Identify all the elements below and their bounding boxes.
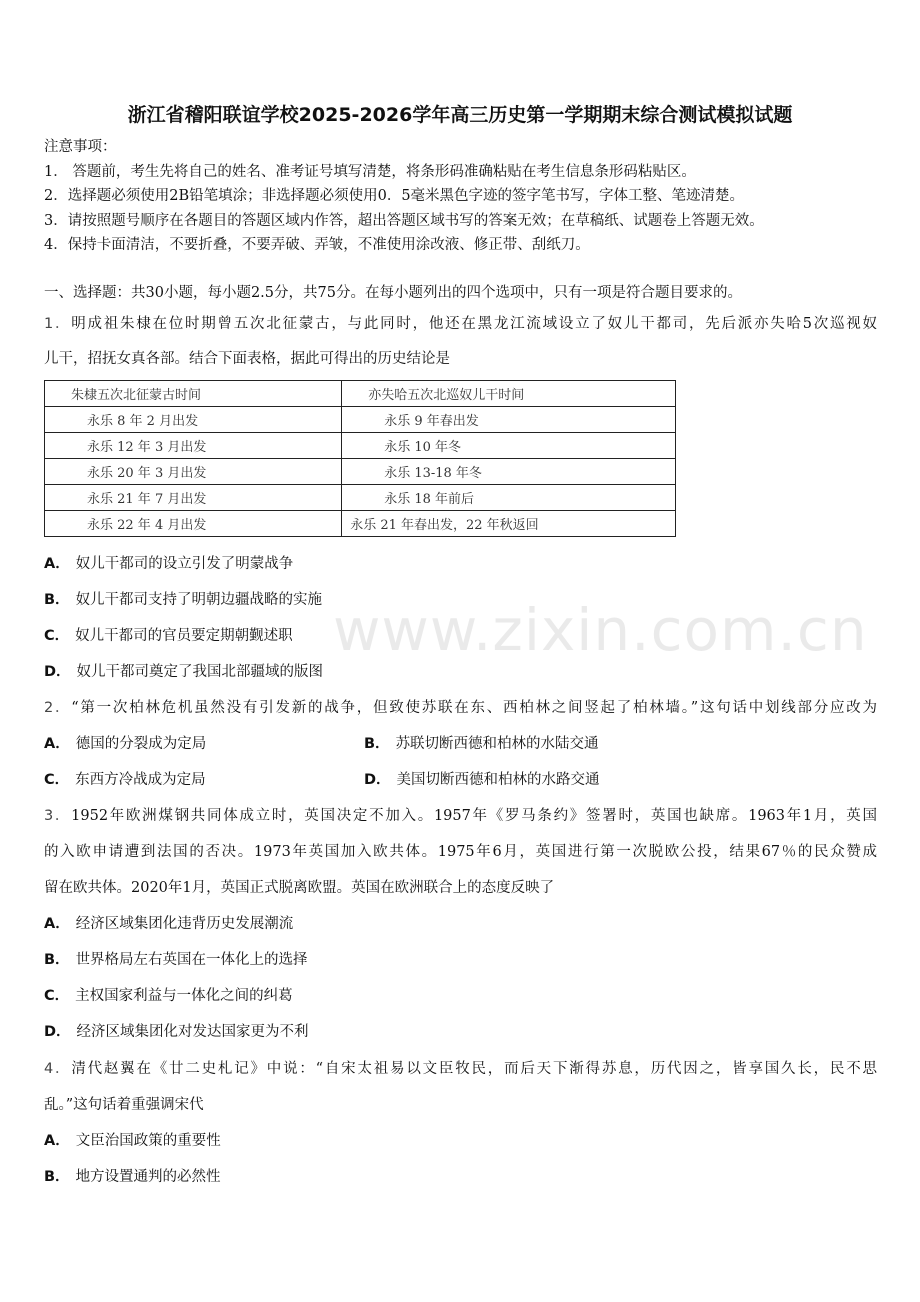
q1-stem-line2: 儿干，招抚女真各部。结合下面表格，据此可得出的历史结论是 <box>44 351 450 367</box>
q2-text: “第一次柏林危机虽然没有引发新的战争，但致使苏联在东、西柏林之间竖起了柏林墙。”这句话中划线部分应改为 <box>71 700 877 716</box>
option-label: B． <box>44 1169 70 1185</box>
option-label: D． <box>44 1024 71 1040</box>
table-row <box>45 511 676 537</box>
q3-number: 3． <box>44 808 72 824</box>
option-label: C． <box>44 988 70 1004</box>
option-text: 经济区域集团化对发达国家更为不利 <box>76 1024 309 1040</box>
q2-option-c <box>44 770 206 790</box>
table-cell: 永乐 13-18 年冬 <box>342 459 676 485</box>
watermark: www.zixin.com.cn <box>333 596 868 664</box>
table-cell: 永乐 9 年春出发 <box>342 407 676 433</box>
q2-number: 2． <box>44 700 72 716</box>
notice-item-4: 4．保持卡面清洁，不要折叠，不要弄破、弄皱，不准使用涂改液、修正带、刮纸刀。 <box>44 237 590 253</box>
option-text: 奴儿干都司的官员要定期朝觐述职 <box>75 628 293 644</box>
q1-table <box>44 380 676 537</box>
q1-text-1: 明成祖朱棣在位时期曾五次北征蒙古，与此同时，他还在黑龙江流域设立了奴儿干都司，先后派亦失哈5次巡视奴 <box>71 316 877 332</box>
option-label: D． <box>364 772 391 788</box>
q3-text-1: 1952年欧洲煤钢共同体成立时，英国决定不加入。1957年《罗马条约》签署时，英国也缺席。1963年1月，英国 <box>71 808 877 824</box>
table-cell: 永乐 21 年春出发，22 年秋返回 <box>342 511 676 537</box>
option-text: 美国切断西德和柏林的水路交通 <box>396 772 600 788</box>
q1-option-b <box>44 590 322 610</box>
notice-item-2: 2．选择题必须使用2B铅笔填涂；非选择题必须使用0．5毫米黑色字迹的签字笔书写，字体工整、笔迹清楚。 <box>44 188 745 204</box>
table-cell: 永乐 12 年 3 月出发 <box>45 433 342 459</box>
option-text: 东西方冷战成为定局 <box>75 772 206 788</box>
notice-item-1: 1． 答题前，考生先将自己的姓名、准考证号填写清楚，将条形码准确粘贴在考生信息条形码粘贴区。 <box>44 164 696 180</box>
table-row <box>45 433 676 459</box>
option-label: A． <box>44 556 70 572</box>
q3-option-b <box>44 950 308 970</box>
table-row <box>45 407 676 433</box>
option-text: 主权国家利益与一体化之间的纠葛 <box>75 988 293 1004</box>
option-text: 德国的分裂成为定局 <box>75 736 207 752</box>
q2-option-d <box>364 770 600 790</box>
section-heading: 一、选择题：共30小题，每小题2.5分，共75分。在每小题列出的四个选项中，只有一项是符合题目要求的。 <box>44 285 742 301</box>
option-text: 文臣治国政策的重要性 <box>75 1133 221 1149</box>
option-text: 地方设置通判的必然性 <box>75 1169 221 1185</box>
notice-item-3: 3．请按照题号顺序在各题目的答题区域内作答，超出答题区域书写的答案无效；在草稿纸、试题卷上答题无效。 <box>44 213 764 229</box>
option-label: C． <box>44 772 70 788</box>
option-text: 奴儿干都司的设立引发了明蒙战争 <box>75 556 294 572</box>
table-row <box>45 485 676 511</box>
option-text: 世界格局左右英国在一体化上的选择 <box>75 952 308 968</box>
notice-heading: 注意事项： <box>44 139 117 155</box>
table-cell: 永乐 8 年 2 月出发 <box>45 407 342 433</box>
q3-stem-line2: 的入欧申请遭到法国的否决。1973年英国加入欧共体。1975年6月，英国进行第一次脱欧公投，结果67％的民众赞成 <box>44 844 877 860</box>
q4-text-1: 清代赵翼在《廿二史札记》中说：“自宋太祖易以文臣牧民，而后天下渐得苏息，历代因之，皆享国久长，民不思 <box>71 1061 877 1077</box>
q4-stem-line1 <box>44 1059 877 1079</box>
option-label: B． <box>44 952 70 968</box>
q4-option-a <box>44 1131 221 1151</box>
option-label: B． <box>364 736 390 752</box>
table-cell: 永乐 20 年 3 月出发 <box>45 459 342 485</box>
q3-option-d <box>44 1022 309 1042</box>
table-cell: 永乐 18 年前后 <box>342 485 676 511</box>
table-header-row <box>45 381 676 407</box>
option-text: 奴儿干都司奠定了我国北部疆域的版图 <box>76 664 324 680</box>
option-label: A． <box>44 916 70 932</box>
q2-stem <box>44 698 877 718</box>
option-label: A． <box>44 736 70 752</box>
q3-option-c <box>44 986 293 1006</box>
table-cell: 永乐 22 年 4 月出发 <box>45 511 342 537</box>
table-row <box>45 459 676 485</box>
table-cell: 永乐 21 年 7 月出发 <box>45 485 342 511</box>
q3-stem-line1 <box>44 806 877 826</box>
option-label: A． <box>44 1133 70 1149</box>
q2-option-b <box>364 734 599 754</box>
option-label: B． <box>44 592 70 608</box>
q1-option-a <box>44 554 293 574</box>
table-header-cell: 亦失哈五次北巡奴儿干时间 <box>342 381 676 407</box>
table-cell: 永乐 10 年冬 <box>342 433 676 459</box>
q3-option-a <box>44 914 293 934</box>
option-text: 苏联切断西德和柏林的水陆交通 <box>395 736 599 752</box>
q4-option-b <box>44 1167 221 1187</box>
table-header-cell: 朱棣五次北征蒙古时间 <box>45 381 342 407</box>
q1-option-c <box>44 626 293 646</box>
q1-option-d <box>44 662 323 682</box>
option-text: 奴儿干都司支持了明朝边疆战略的实施 <box>75 592 323 608</box>
option-text: 经济区域集团化违背历史发展潮流 <box>75 916 294 932</box>
q3-stem-line3: 留在欧共体。2020年1月，英国正式脱离欧盟。英国在欧洲联合上的态度反映了 <box>44 880 555 896</box>
q2-option-a <box>44 734 206 754</box>
option-label: C． <box>44 628 70 644</box>
q4-number: 4． <box>44 1061 72 1077</box>
q1-number: 1． <box>44 316 72 332</box>
option-label: D． <box>44 664 71 680</box>
q1-stem-line1 <box>44 314 877 334</box>
page-title: 浙江省稽阳联谊学校2025-2026学年高三历史第一学期期末综合测试模拟试题 <box>127 104 793 126</box>
q4-stem-line2: 乱。”这句话着重强调宋代 <box>44 1097 204 1113</box>
